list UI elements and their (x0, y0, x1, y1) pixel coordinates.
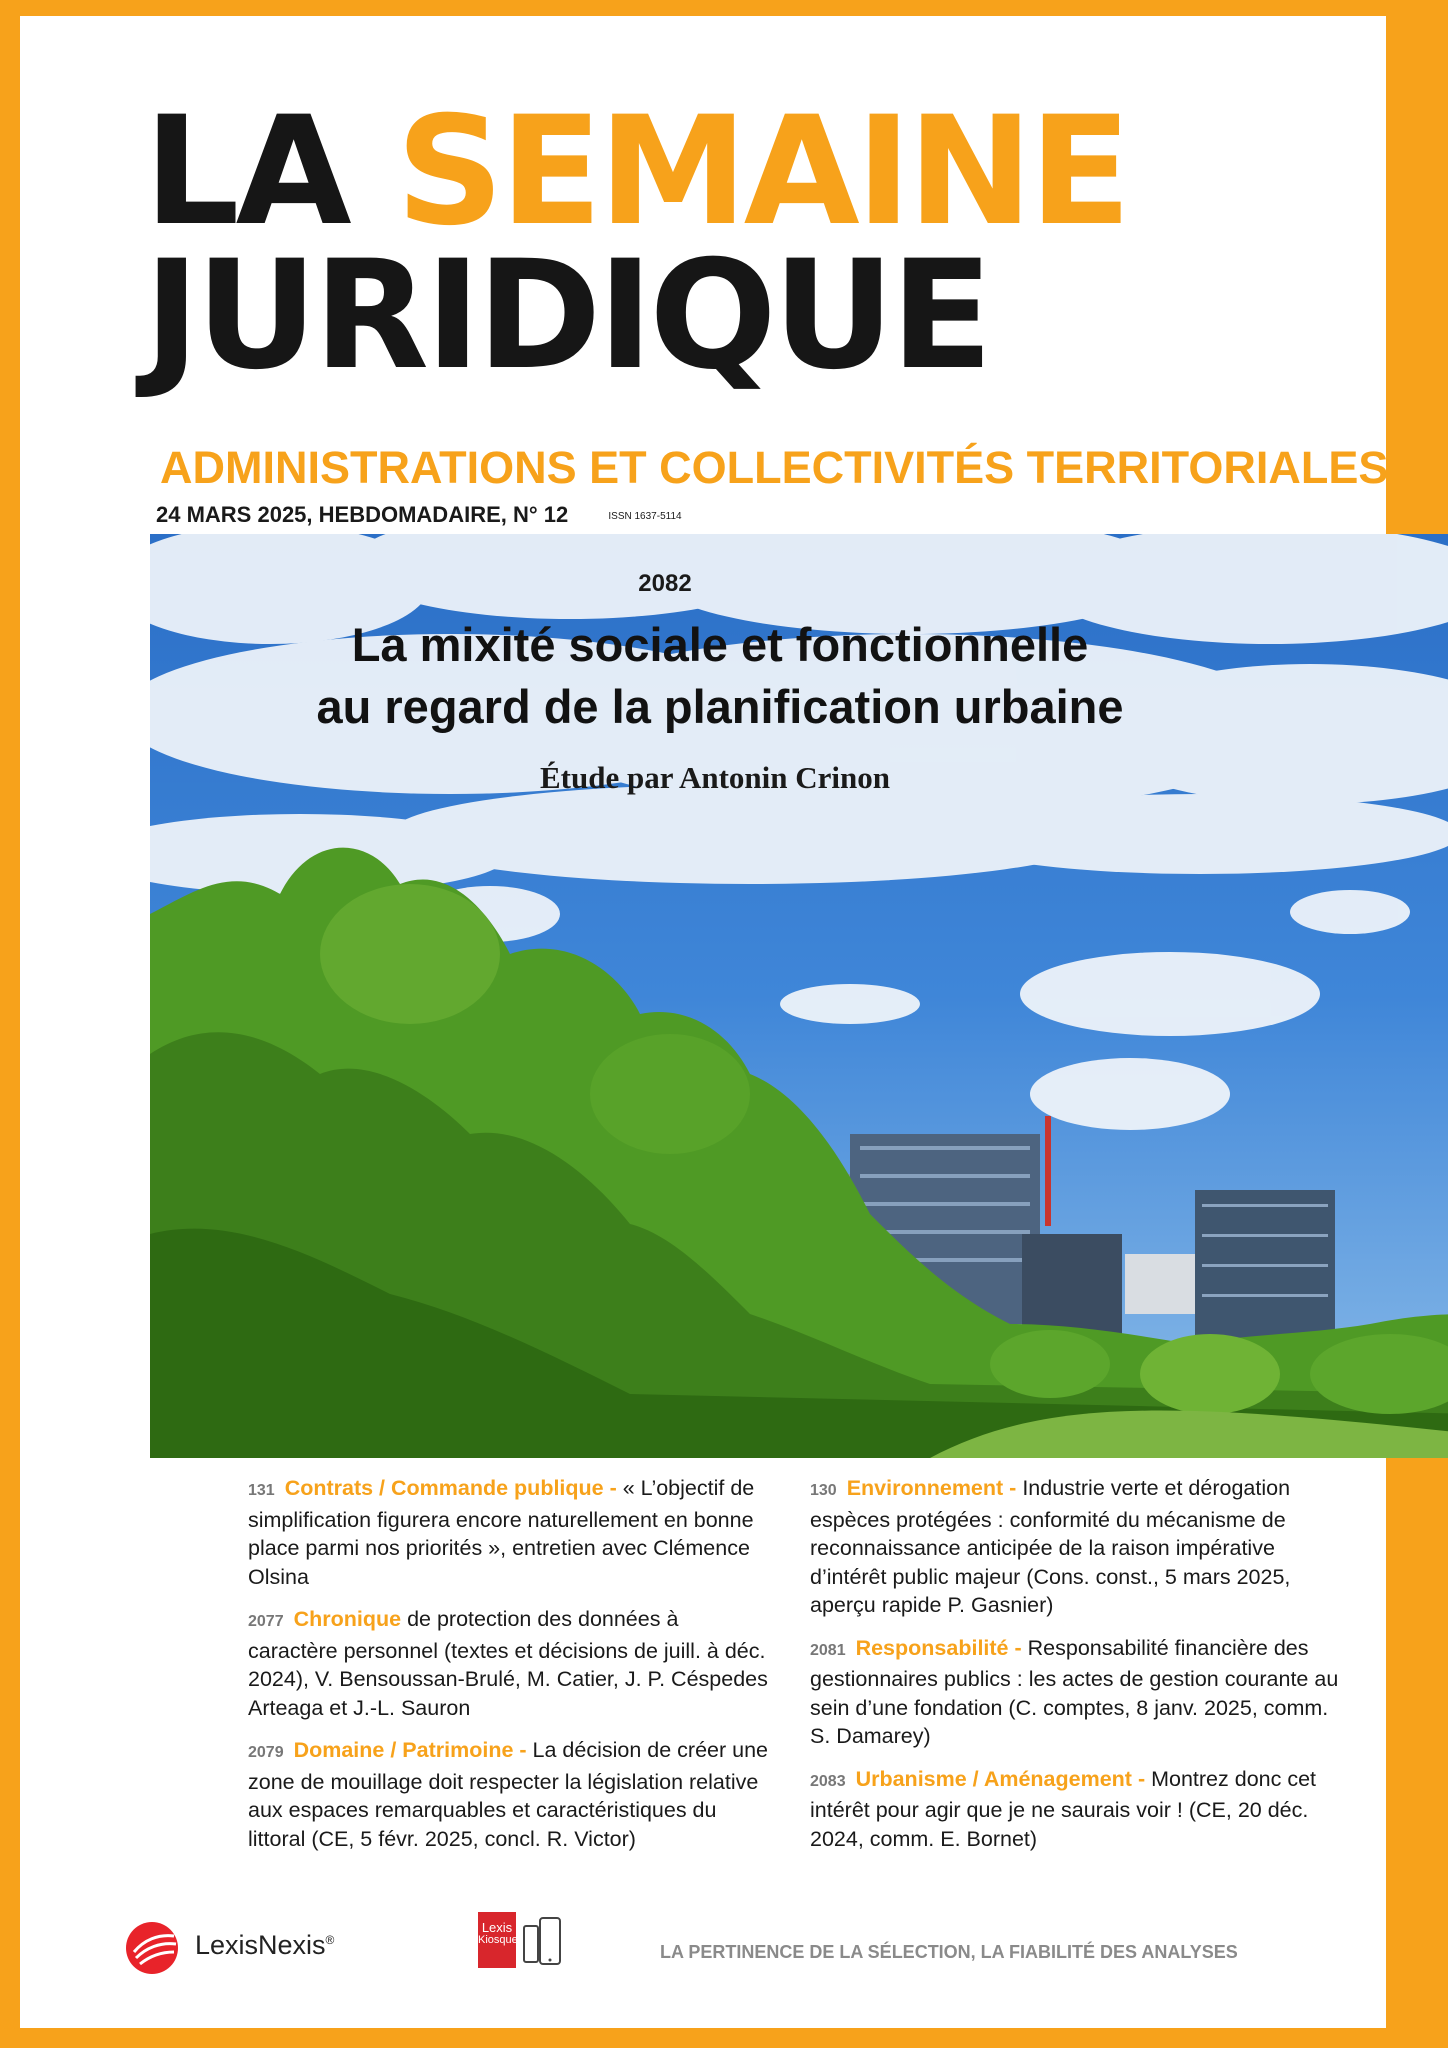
item-number: 2081 (810, 1641, 846, 1659)
summary-right-column (810, 1474, 1350, 1867)
feature-number: 2082 (638, 570, 692, 597)
issue-dateline (156, 502, 682, 528)
summary-item[interactable] (810, 1765, 1350, 1854)
item-number: 2083 (810, 1772, 846, 1790)
journal-masthead (144, 85, 1128, 403)
devices-icon (522, 1916, 562, 1968)
summary-item[interactable] (248, 1736, 768, 1853)
item-number: 130 (810, 1482, 837, 1499)
item-topic: Domaine / Patrimoine - (293, 1738, 527, 1762)
item-text: « L’objectif de simplification figurera encore naturellement en bonne place parmi nos priorités », entretien avec Clémence Olsina (248, 1476, 755, 1589)
feature-title-line1: La mixité sociale et fonctionnelle (351, 618, 1089, 671)
cover-photo (150, 534, 1448, 1458)
feature-title-line2: au regard de la planification urbaine (316, 680, 1124, 733)
publisher-name (195, 1930, 334, 1961)
item-number: 2079 (248, 1744, 284, 1761)
item-text: de protection des données à caractère personnel (textes et décisions de juill. à déc. 2024), V. Bensoussan-Brulé, M. Catier, J. P. Céspedes Arteaga et J.-L. Sauron (248, 1607, 768, 1720)
item-topic: Urbanisme / Aménagement - (855, 1766, 1146, 1791)
item-number: 2077 (248, 1613, 284, 1630)
masthead-word-semaine: SEMAINE (395, 85, 1128, 259)
summary-item[interactable] (810, 1474, 1350, 1620)
lexis-kiosque-badge[interactable] (478, 1912, 516, 1968)
item-number: 131 (248, 1482, 275, 1499)
item-topic: Chronique (293, 1607, 402, 1631)
summary-item[interactable] (810, 1634, 1350, 1751)
masthead-word-la: LA (144, 85, 348, 259)
publisher-name-text: LexisNexis (195, 1930, 326, 1960)
item-topic: Contrats / Commande publique - (284, 1476, 617, 1500)
cover-footer (20, 1906, 1386, 1986)
issn: ISSN 1637-5114 (608, 510, 682, 522)
lexisnexis-logo-icon (124, 1920, 184, 1976)
item-text: Industrie verte et dérogation espèces protégées : conformité du mécanisme de reconnaissance anticipée de la raison impérative d’intérêt public majeur (Cons. const., 5 mars 2025, aperçu rapide P. Gasnier) (810, 1476, 1291, 1617)
item-text: Responsabilité financière des gestionnaires publics : les actes de gestion courante au sein d’une fondation (C. comptes, 8 janv. 2025, comm. S. Damarey) (810, 1635, 1339, 1748)
item-topic: Environnement - (846, 1476, 1017, 1500)
summary-left-column (248, 1474, 768, 1867)
footer-tagline: LA PERTINENCE DE LA SÉLECTION, LA FIABILITÉ DES ANALYSES (660, 1942, 1238, 1962)
issue-date: 24 MARS 2025, HEBDOMADAIRE, N° 12 (156, 502, 569, 527)
summary-item[interactable] (248, 1474, 768, 1591)
feature-title (210, 614, 1230, 738)
item-text: Montrez donc cet intérêt pour agir que je ne saurais voir ! (CE, 20 déc. 2024, comm. E. Bornet) (810, 1766, 1317, 1851)
masthead-word-juridique: JURIDIQUE (144, 229, 990, 403)
item-topic: Responsabilité - (855, 1635, 1022, 1660)
item-text: La décision de créer une zone de mouillage doit respecter la législation relative aux espaces remarquables et caractéristiques du littoral (CE, 5 févr. 2025, concl. R. Victor) (248, 1738, 768, 1851)
kiosque-line2: Kiosque (478, 1934, 518, 1946)
registered-mark: ® (325, 1933, 335, 1947)
cover-page (20, 16, 1389, 2028)
journal-subtitle: ADMINISTRATIONS ET COLLECTIVITÉS TERRITORIALES (160, 442, 1389, 493)
kiosque-line1: Lexis (481, 1920, 513, 1935)
feature-author: Étude par Antonin Crinon (539, 760, 890, 795)
summary-item[interactable] (248, 1605, 768, 1722)
